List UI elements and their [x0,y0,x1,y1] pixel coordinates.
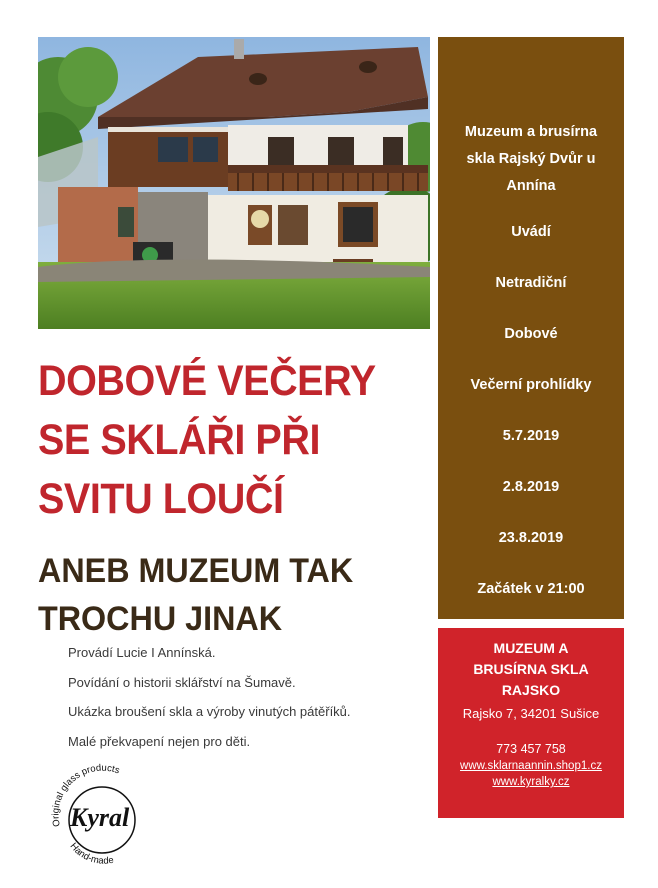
description-line-demo: Ukázka broušení skla a výroby vinutých pátěříků. [68,704,351,719]
event-title-line-2: SE SKLÁŘI PŘI [38,416,320,464]
panel-heading-line-3: Annína [506,178,556,194]
panel-item-period: Dobové [504,326,558,342]
event-info-panel [438,37,624,619]
panel-item-presents: Uvádí [511,224,551,240]
event-subtitle-line-2: TROCHU JINAK [38,600,283,638]
website-link-kyralky[interactable]: www.kyralky.cz [492,776,570,788]
museum-building-photo [38,37,430,329]
contact-phone: 773 457 758 [496,742,566,756]
event-description [68,645,428,763]
panel-heading-line-2: skla Rajský Dvůr u [466,151,596,167]
panel-item-unconventional: Netradiční [495,275,567,291]
logo-brand-text: Kyral [70,803,130,832]
panel-item-start-time: Začátek v 21:00 [477,581,585,597]
event-title-line-1: DOBOVÉ VEČERY [38,357,376,405]
svg-text:Hand-made [68,841,115,867]
contact-name-line-2: BRUSÍRNA SKLA [473,661,589,677]
panel-item-evening-tours: Večerní prohlídky [470,377,592,393]
logo-top-text: Original glass products [50,762,122,828]
website-link-shop[interactable]: www.sklarnaannin.shop1.cz [460,760,602,772]
description-line-history: Povídání o historii sklářství na Šumavě. [68,674,296,690]
kyral-logo [44,760,162,878]
contact-address: Rajsko 7, 34201 Sušice [462,706,600,721]
contact-name [438,638,624,701]
logo-bottom-text: Hand-made [67,840,115,867]
contact-panel [438,628,624,818]
description-line-guide: Provádí Lucie I Annínská. [68,645,216,660]
panel-item-date-2: 2.8.2019 [502,479,560,495]
contact-name-line-1: MUZEUM A [493,640,569,656]
panel-item-date-3: 23.8.2019 [498,530,564,546]
panel-item-date-1: 5.7.2019 [502,428,560,444]
event-subtitle-line-1: ANEB MUZEUM TAK [38,552,354,590]
contact-name-line-3: RAJSKO [501,682,561,698]
panel-heading-line-1: Muzeum a brusírna [464,124,598,140]
event-title-line-3: SVITU LOUČÍ [38,475,284,523]
description-line-surprise: Malé překvapení nejen pro děti. [68,733,251,749]
